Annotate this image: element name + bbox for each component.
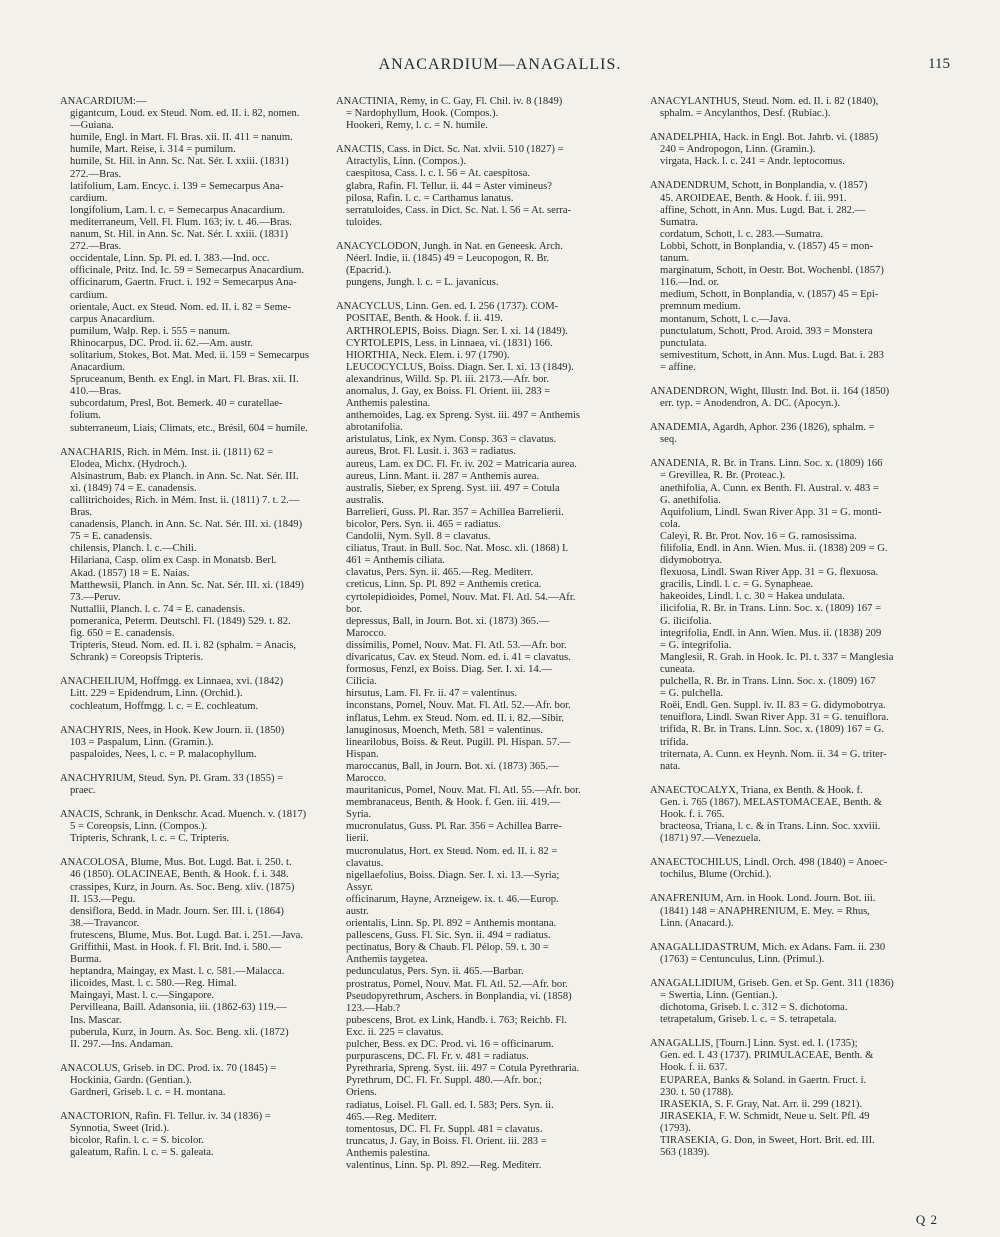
entry-line: Pyrethrum, DC. Fl. Fr. Suppl. 480.—Afr. bor.; [346,1075,542,1087]
entry-line: prostratus, Pomel, Nouv. Mat. Fl. Atl. 52.—Afr. bor. [346,978,568,990]
entry-line: ANADELPHIA, Hack. in Engl. Bot. Jahrb. vi. (1885) [650,132,879,144]
entry-line: cordatum, Schott, l. c. 283.—Sumatra. [660,228,823,240]
entry-line: subterraneum, Liais, Climats, etc., Brésil, 604 = humile. [70,422,308,434]
dictionary-entry [60,676,325,712]
entry-line: canadensis, Planch. in Ann. Sc. Nat. Sér. III. xi. (1849) [70,519,303,531]
dictionary-entry [336,144,638,229]
entry-line: 461 = Anthemis ciliata. [346,555,445,567]
entry-line: Ins. Mascar. [70,1014,122,1026]
entry-line: Pseudopyrethrum, Aschers. in Bonplandia, vi. (1858) [346,990,572,1002]
entry-line: occidentale, Linn. Sp. Pl. ed. I. 383.—Ind. occ. [70,253,270,265]
entry-line: 230. t. 50 (1788). [660,1086,734,1098]
entry-line: (Epacrid.). [346,265,392,277]
entry-line: tenuiflora, Lindl. Swan River App. 31 = G. tenuiflora. [660,712,889,724]
entry-line: Assyr. [346,881,373,893]
entry-line: maroccanus, Ball, in Journ. Bot. xi. (1873) 365.— [346,760,559,772]
entry-line: 103 = Paspalum, Linn. (Gramin.). [70,736,214,748]
entry-line: Hook. f. i. 765. [660,808,725,820]
entry-line: galeatum, Rafin. l. c. = S. galeata. [70,1147,214,1159]
entry-line: err. typ. = Anodendron, A. DC. (Apocyn.). [660,398,840,410]
entry-line: —Guiana. [70,120,114,132]
entry-line: Marocco. [346,627,387,639]
entry-line: CYRTOLEPIS, Less. in Linnaea, vi. (1831) 166. [346,337,553,349]
entry-line: Schrank) = Coreopsis Tripteris. [70,652,204,664]
entry-line: aureus, Brot. Fl. Lusit. i. 363 = radiatus. [346,446,516,458]
entry-line: Tripteris, Schrank, l. c. = C. Tripteris. [70,833,230,845]
entry-line: affine, Schott, in Ann. Mus. Lugd. Bat. i. 282.— [660,204,866,216]
entry-line: fig. 650 = E. canadensis. [70,628,175,640]
entry-line: (1871) 97.—Venezuela. [660,833,761,845]
entry-line: Akad. (1857) 18 = E. Naias. [70,567,190,579]
entry-line: ilicifolia, R. Br. in Trans. Linn. Soc. x. (1809) 167 = [660,603,882,615]
dictionary-entry [650,942,952,966]
entry-line: serratuloides, Cass. in Dict. Sc. Nat. l. 56 = At. serra- [346,204,572,216]
entry-line: II. 153.—Pegu. [70,893,136,905]
entry-line: xi. (1849) 74 = E. canadensis. [70,482,197,494]
entry-line: nigellaefolius, Boiss. Diagn. Ser. I. xi. 13.—Syria; [346,869,560,881]
entry-line: 75 = E. canadensis. [70,531,153,543]
entry-line: anomalus, J. Gay, ex Boiss. Fl. Orient. iii. 283 = [346,385,551,397]
entry-line: 410.—Bras. [70,386,122,398]
entry-line: Maingayi, Mast. l. c.—Singapore. [70,990,215,1002]
dictionary-entry [60,773,325,797]
entry-line: Cilicia. [346,676,377,688]
entry-line: (1763) = Centunculus, Linn. (Primul.). [660,953,825,965]
entry-line: bor. [346,603,363,615]
entry-line: subcordatum, Presl, Bot. Bemerk. 40 = curatellae- [70,398,283,410]
entry-line: depressus, Ball, in Journ. Bot. xi. (1873) 365.— [346,615,550,627]
dictionary-entry [650,978,952,1026]
entry-line: ANADENIA, R. Br. in Trans. Linn. Soc. x. (1809) 166 [650,458,883,470]
dictionary-entry [336,301,638,1172]
entry-line: pectinatus, Bory & Chaub. Fl. Pélop. 59. t. 30 = [346,942,549,954]
entry-line: humile, Engl. in Mart. Fl. Bras. xii. II. 411 = nanum. [70,132,293,144]
entry-line: truncatus, J. Gay, in Boiss. Fl. Orient. iii. 283 = [346,1135,547,1147]
entry-line: anethifolia, A. Cunn. ex Benth. Fl. Austral. v. 483 = [660,482,879,494]
dictionary-entry [650,180,952,374]
entry-line: alexandrinus, Willd. Sp. Pl. iii. 2173.—Afr. bor. [346,373,550,385]
entry-line: (1841) 148 = ANAPHRENIUM, E. Mey. = Rhus, [660,905,870,917]
entry-line: virgata, Hack. l. c. 241 = Andr. leptocomus. [660,156,845,168]
entry-line: Litt. 229 = Epidendrum, Linn. (Orchid.). [70,688,243,700]
entry-line: orientalis, Linn. Sp. Pl. 892 = Anthemis montana. [346,918,557,930]
entry-line: ANACHYRIS, Nees, in Hook. Kew Journ. ii. (1850) [60,724,285,736]
entry-line: = Swertia, Linn. (Gentian.). [660,990,778,1001]
entry-line: Gen. ed. I. 43 (1737). PRIMULACEAE, Benth. & [660,1050,874,1062]
entry-line: 240 = Andropogon, Linn. (Gramin.). [660,144,816,156]
dictionary-entry [650,857,952,881]
entry-line: pilosa, Rafin. l. c. = Carthamus lanatus. [346,192,514,204]
entry-line: Sumatra. [660,216,698,228]
entry-line: 5 = Coreopsis, Linn. (Compos.). [70,821,208,833]
entry-line: Alsinastrum, Bab. ex Planch. in Ann. Sc. Nat. Sér. III. [70,470,299,482]
entry-line: Barrelieri, Guss. Pl. Rar. 357 = Achillea Barrelierii. [346,506,564,518]
dictionary-entry [60,857,325,1051]
entry-line: integrifolia, Endl. in Ann. Wien. Mus. ii. (1838) 209 [660,627,882,639]
dictionary-entry [60,447,325,665]
entry-line: G. anethifolia. [660,494,721,506]
entry-line: Matthewsii, Planch. in Ann. Sc. Nat. Sér. III. xi. (1849) [70,579,304,591]
dictionary-entry [650,422,952,446]
entry-line: solitarium, Stokes, Bot. Mat. Med. ii. 159 = Semecarpus [70,349,310,361]
entry-line: 73.—Peruv. [70,591,121,603]
entry-line: tanum. [660,253,690,265]
entry-line: dissimilis, Pomel, Nouv. Mat. Fl. Atl. 53.—Afr. bor. [346,639,567,651]
entry-line: LEUCOCYCLUS, Boiss. Diagn. Ser. I. xi. 13 (1849). [346,361,574,373]
entry-line: punctulata. [660,337,707,349]
entry-line: Lobbi, Schott, in Bonplandia, v. (1857) 45 = mon- [660,240,874,252]
entry-line: frutescens, Blume, Mus. Bot. Lugd. Bat. i. 251.—Java. [70,929,304,941]
entry-line: = G. integrifolia. [660,639,732,651]
entry-line: Gen. i. 765 (1867). MELASTOMACEAE, Benth. & [660,796,882,808]
entry-line: valentinus, Linn. Sp. Pl. 892.—Reg. Mediterr. [346,1159,542,1171]
entry-line: bicolor, Rafin. l. c. = S. bicolor. [70,1135,204,1147]
entry-line: membranaceus, Benth. & Hook. f. Gen. iii. 419.— [346,797,561,809]
entry-line: bicolor, Pers. Syn. ii. 465 = radiatus. [346,519,501,530]
entry-line: formosus, Fenzl, ex Boiss. Diag. Ser. I. xi. 14.— [346,664,552,676]
entry-line: heptandra, Maingay, ex Mast. l. c. 581.—Malacca. [70,966,285,978]
entry-line: puberula, Kurz, in Journ. As. Soc. Beng. xli. (1872) [70,1026,289,1038]
entry-line: Syria. [346,809,372,821]
entry-line: ANACHYRIUM, Steud. Syn. Pl. Gram. 33 (1855) = [60,772,284,784]
entry-line: punctulatum, Schott, Prod. Aroid. 393 = Monstera [660,325,873,337]
entry-line: pungens, Jungh. l. c. = L. javanicus. [346,277,499,289]
page-number: 115 [928,56,950,72]
entry-line: 45. AROIDEAE, Benth. & Hook. f. iii. 991. [660,192,847,204]
running-title: ANACARDIUM—ANAGALLIS. [378,56,622,73]
entry-line: gigantcum, Loud. ex Steud. Nom. ed. II. i. 82, nomen. [70,108,300,120]
entry-line: dichotoma, Griseb. l. c. 312 = S. dichotoma. [660,1002,848,1014]
entry-line: Spruceanum, Benth. ex Engl. in Mart. Fl. Bras. xii. II. [70,374,299,386]
entry-line: carpus Anacardium. [70,313,155,325]
dictionary-entry [60,1063,325,1099]
entry-line: ANACTINIA, Remy, in C. Gay, Fl. Chil. iv. 8 (1849) [336,96,563,107]
entry-line: ANACYLANTHUS, Steud. Nom. ed. II. i. 82 (1840), [650,96,879,107]
entry-line: Hilariana, Casp. olim ex Casp. in Monatsb. Berl. [70,555,277,567]
entry-line: linearilobus, Boiss. & Reut. Pugill. Pl. Hispan. 57.— [346,736,571,748]
entry-line: sphalm. = Ancylanthos, Desf. (Rubiac.). [660,108,831,120]
entry-line: aureus, Lam. ex DC. Fl. Fr. iv. 202 = Matricaria aurea. [346,458,577,470]
entry-line: ARTHROLEPIS, Boiss. Diagn. Ser. I. xi. 14 (1849). [346,325,568,337]
entry-line: divaricatus, Cav. ex Steud. Nom. ed. i. 41 = clavatus. [346,652,571,664]
entry-line: Oriens. [346,1087,377,1099]
entry-line: callitrichoides, Rich. in Mém. Inst. ii. (1811) 7. t. 2.— [70,495,300,506]
entry-line: mucronulatus, Guss. Pl. Rar. 356 = Achillea Barre- [346,821,562,833]
entry-line: anthemoides, Lag. ex Spreng. Syst. iii. 497 = Anthemis [346,410,581,422]
entry-line: mediterraneum, Vell. Fl. Flum. 163; iv. t. 46.—Bras. [70,216,292,228]
entry-line: gracilis, Lindl. l. c. = G. Synapheae. [660,579,814,591]
entry-line: 563 (1839). [660,1147,710,1159]
entry-line: nata. [660,760,681,772]
entry-line: densiflora, Bedd. in Madr. Journ. Ser. III. i. (1864) [70,905,284,917]
entry-line: ANACIS, Schrank, in Denkschr. Acad. Muench. v. (1817) [60,809,307,821]
entry-line: ANAGALLIS, [Tourn.] Linn. Syst. ed. I. (1735); [650,1038,858,1050]
entry-line: Linn. (Anacard.). [660,917,734,929]
entry-line: G. ilicifolia. [660,615,712,627]
entry-line: Atractylis, Linn. (Compos.). [346,156,467,168]
entry-line: ANACTORION, Rafin. Fl. Tellur. iv. 34 (1836) = [60,1111,271,1123]
dictionary-entry [650,386,952,410]
entry-line: HIORTHIA, Neck. Elem. i. 97 (1790). [346,349,510,361]
entry-line: Exc. ii. 225 = clavatus. [346,1026,444,1038]
entry-line: ANADENDRON, Wight, Illustr. Ind. Bot. ii. 164 (1850) [650,385,890,397]
entry-line: Pervilleana, Baill. Adansonia, iii. (1862-63) 119.— [70,1002,287,1014]
entry-line: ilicoides, Mast. l. c. 580.—Reg. Himal. [70,978,237,990]
entry-line: Anthemis taygetea. [346,954,428,966]
entry-line: cuneata. [660,663,695,675]
entry-line: ANACTIS, Cass. in Dict. Sc. Nat. xlvii. 510 (1827) = [336,144,564,156]
entry-line: latifolium, Lam. Encyc. i. 139 = Semecarpus Ana- [70,180,284,192]
dictionary-entry [60,809,325,845]
dictionary-entry [650,458,952,772]
entry-line: filifolia, Endl. in Ann. Wien. Mus. ii. (1838) 209 = G. [660,543,888,554]
entry-line: medium, Schott, in Bonplandia, v. (1857) 45 = Epi- [660,289,879,301]
entry-line: aureus, Linn. Mant. ii. 287 = Anthemis aurea. [346,470,540,482]
entry-line: Néerl. Indie, ii. (1845) 49 = Leucopogon, R. Br. [346,253,550,265]
entry-line: montanum, Schott, l. c.—Java. [660,313,791,325]
dictionary-entry [650,893,952,929]
entry-line: Aquifolium, Lindl. Swan River App. 31 = G. monti- [660,506,882,518]
entry-line: = affine. [660,361,696,373]
entry-line: lanuginosus, Moench, Meth. 581 = valentinus. [346,724,543,736]
entry-line: = Nardophyllum, Hook. (Compos.). [346,108,499,120]
entry-line: cola. [660,518,681,530]
entry-line: POSITAE, Benth. & Hook. f. ii. 419. [346,313,503,325]
entry-line: ANADENDRUM, Schott, in Bonplandia, v. (1857) [650,180,868,192]
entry-line: marginatum, Schott, in Oestr. Bot. Wochenbl. (1857) [660,265,884,277]
entry-line: inconstans, Pomel, Nouv. Mat. Fl. Atl. 52.—Afr. bor. [346,700,571,712]
entry-line: tetrapetalum, Griseb. l. c. = S. tetrapetala. [660,1014,837,1026]
column-3 [650,96,952,1171]
entry-line: seq. [660,434,677,446]
entry-line: mucronulatus, Hort. ex Steud. Nom. ed. II. i. 82 = [346,845,558,857]
entry-line: Anthemis palestina. [346,398,431,410]
entry-line: ANACOLOSA, Blume, Mus. Bot. Lugd. Bat. i. 250. t. [60,857,292,869]
entry-line: radiatus, Loisel. Fl. Gall. ed. I. 583; Pers. Syn. ii. [346,1099,554,1111]
entry-line: 272.—Bras. [70,168,122,180]
entry-line: pulcher, Bess. ex DC. Prod. vi. 16 = officinarum. [346,1039,554,1051]
entry-line: austr. [346,906,369,917]
entry-line: 38.—Travancor. [70,917,140,929]
dictionary-entry [336,241,638,289]
entry-line: IRASEKIA, S. F. Gray, Nat. Arr. ii. 299 (1821). [660,1098,863,1110]
entry-line: ANACYCLODON, Jungh. in Nat. en Geneesk. Arch. [336,240,563,252]
entry-line: flexuosa, Lindl. Swan River App. 31 = G. flexuosa. [660,567,879,579]
entry-line: Hockinia, Gardn. (Gentian.). [70,1074,192,1086]
entry-line: Hispan. [346,748,379,760]
entry-line: officinarum, Hayne, Arzneigew. ix. t. 46.—Europ. [346,893,559,905]
entry-line: tochilus, Blume (Orchid.). [660,869,772,881]
entry-line: cochleatum, Hoffmgg. l. c. = E. cochleatum. [70,700,259,712]
entry-line: pulchella, R. Br. in Trans. Linn. Soc. x. (1809) 167 [660,676,876,688]
entry-line: Caleyi, R. Br. Prot. Nov. 16 = G. ramosissima. [660,530,857,542]
entry-line: ANACOLUS, Griseb. in DC. Prod. ix. 70 (1845) = [60,1062,277,1074]
entry-line: folium. [70,410,101,422]
entry-line: australis, Sieber, ex Spreng. Syst. iii. 497 = Cotula [346,482,560,494]
entry-line: trifida, R. Br. in Trans. Linn. Soc. x. (1809) 167 = G. [660,724,885,736]
entry-line: semivestitum, Schott, in Ann. Mus. Lugd. Bat. i. 283 [660,349,884,361]
entry-line: paspaloides, Nees, l. c. = P. malacophyllum. [70,748,257,760]
entry-line: Hookeri, Remy, l. c. = N. humile. [346,120,488,132]
entry-line: bracteosa, Triana, l. c. & in Trans. Linn. Soc. xxviii. [660,821,881,833]
entry-line: lierii. [346,833,369,845]
entry-line: (1793). [660,1122,691,1134]
entry-line: Marocco. [346,772,387,784]
column-2 [336,96,638,1184]
entry-line: ANAGALLIDASTRUM, Mich. ex Adans. Fam. ii. 230 [650,941,886,953]
entry-line: tuloides. [346,216,383,228]
entry-line: Nuttallii, Planch. l. c. 74 = E. canadensis. [70,603,246,615]
entry-line: cyrtolepidioides, Pomel, Nouv. Mat. Fl. Atl. 54.—Afr. [346,591,576,603]
entry-line: ANACYCLUS, Linn. Gen. ed. I. 256 (1737). COM- [336,301,559,313]
entry-line: Anacardium. [70,362,126,374]
signature-mark: Q 2 [915,1212,938,1227]
entry-line: Roëi, Endl. Gen. Suppl. iv. II. 83 = G. didymobotrya. [660,700,886,712]
dictionary-entry [336,96,638,132]
entry-line: orientale, Auct. ex Steud. Nom. ed. II. i. 82 = Seme- [70,301,292,313]
dictionary-entry [60,1111,325,1159]
entry-line: premnum medium. [660,301,741,313]
entry-line: II. 297.—Ins. Andaman. [70,1038,173,1050]
entry-line: Anthemis palestina. [346,1147,431,1159]
entry-line: cardium. [70,289,108,301]
entry-line: pumilum, Walp. Rep. i. 555 = nanum. [70,325,230,337]
entry-line: pallescens, Guss. Fl. Sic. Syn. ii. 494 = radiatus. [346,930,551,942]
entry-line: 46 (1850). OLACINEAE, Benth. & Hook. f. i. 348. [70,869,289,881]
entry-line: pubescens, Brot. ex Link, Handb. i. 763; Reichb. Fl. [346,1014,567,1026]
dictionary-entry [650,132,952,168]
entry-line: aristulatus, Link, ex Nym. Consp. 363 = clavatus. [346,434,557,446]
entry-line: glabra, Rafin. Fl. Tellur. ii. 44 = Aster vimineus? [346,180,552,192]
entry-line: nanum, St. Hil. in Ann. Sc. Nat. Sér. I. xxiii. (1831) [70,229,289,241]
entry-line: Pyrethraria, Spreng. Syst. iii. 497 = Cotula Pyrethraria. [346,1063,580,1075]
entry-line: TIRASEKIA, G. Don, in Sweet, Hort. Brit. ed. III. [660,1135,875,1147]
entry-line: Manglesii, R. Grah. in Hook. Ic. Pl. t. 337 = Manglesia [660,651,894,663]
entry-line: clavatus, Pers. Syn. ii. 465.—Reg. Mediterr. [346,567,534,579]
dictionary-entry [60,725,325,761]
entry-line: 272.—Bras. [70,241,122,253]
entry-line: caespitosa, Cass. l. c. l. 56 = At. caespitosa. [346,168,530,180]
entry-line: Synnotia, Sweet (Irid.). [70,1123,170,1135]
entry-line: ANACHARIS, Rich. in Mém. Inst. ii. (1811) 62 = [60,446,274,458]
dictionary-entry [60,96,325,435]
entry-line: 123.—Hab.? [346,1002,401,1014]
entry-line: crassipes, Kurz, in Journ. As. Soc. Beng. xliv. (1875) [70,881,295,893]
entry-line: Griffithii, Mast. in Hook. f. Fl. Brit. Ind. i. 580.— [70,942,282,953]
entry-line: Tripteris, Steud. Nom. ed. II. i. 82 (sphalm. = Anacis, [70,640,296,652]
entry-line: tomentosus, DC. Fl. Fr. Suppl. 481 = clavatus. [346,1123,543,1135]
entry-line: creticus, Linn. Sp. Pl. 892 = Anthemis cretica. [346,579,542,591]
entry-line: officinarum, Gaertn. Fruct. i. 192 = Semecarpus Ana- [70,277,297,289]
entry-line: ANADEMIA, Agardh, Aphor. 236 (1826), sphalm. = [650,422,875,434]
entry-line: trifida. [660,736,689,748]
entry-line: inflatus, Lehm. ex Steud. Nom. ed. II. i. 82.—Sibir. [346,712,565,724]
entry-line: = G. pulchella. [660,688,724,700]
entry-line: hirsutus, Lam. Fl. Fr. ii. 47 = valentinus. [346,688,518,700]
entry-line: hakeoides, Lindl. l. c. 30 = Hakea undulata. [660,591,845,603]
entry-line: Burma. [70,954,102,966]
entry-line: humile, Mart. Reise, i. 314 = pumilum. [70,144,236,156]
running-header [0,56,1000,80]
entry-line: abrotanifolia. [346,422,403,434]
entry-line: EUPAREA, Banks & Soland. in Gaertn. Fruct. i. [660,1074,867,1086]
entry-line: ANAECTOCALYX, Triana, ex Benth. & Hook. f. [650,784,863,796]
entry-line: 116.—Ind. or. [660,277,720,289]
entry-line: ANAGALLIDIUM, Griseb. Gen. et Sp. Gent. 311 (1836) [650,977,894,989]
entry-line: australis. [346,494,384,506]
entry-line: cardium. [70,192,108,204]
dictionary-entry [650,1038,952,1159]
entry-line: clavatus. [346,857,384,869]
entry-line: pedunculatus, Pers. Syn. ii. 465.—Barbar. [346,966,524,978]
column-1 [60,96,325,1172]
entry-line: Bras. [70,507,93,519]
entry-line: praec. [70,784,96,796]
entry-line: Rhinocarpus, DC. Prod. ii. 62.—Am. austr. [70,337,254,349]
entry-line: ANACARDIUM:— [60,96,147,107]
entry-line: ciliatus, Traut. in Bull. Soc. Nat. Mosc. xli. (1868) I. [346,543,569,555]
entry-line: Candolii, Nym. Syll. 8 = clavatus. [346,531,491,543]
dictionary-entry [650,785,952,845]
entry-line: JIRASEKIA, F. W. Schmidt, Neue u. Selt. Pfl. 49 [660,1110,870,1122]
entry-line: pomeranica, Peterm. Deutschl. Fl. (1849) 529. t. 82. [70,615,291,627]
entry-line: triternata, A. Cunn. ex Heynh. Nom. ii. 34 = G. triter- [660,748,887,760]
entry-line: chilensis, Planch. l. c.—Chili. [70,543,197,555]
entry-line: officinale, Pritz. Ind. Ic. 59 = Semecarpus Anacardium. [70,265,305,277]
entry-line: 465.—Reg. Mediterr. [346,1111,437,1123]
entry-line: Elodea, Michx. (Hydroch.). [70,458,188,470]
entry-line: mauritanicus, Pomel, Nouv. Mat. Fl. Atl. 55.—Afr. bor. [346,785,581,797]
entry-line: humile, St. Hil. in Ann. Sc. Nat. Sér. I. xxiii. (1831) [70,156,289,168]
entry-line: purpurascens, DC. Fl. Fr. v. 481 = radiatus. [346,1051,529,1063]
entry-line: ANAFRENIUM, Arn. in Hook. Lond. Journ. Bot. iii. [650,893,876,905]
dictionary-entry [650,96,952,120]
entry-line: ANACHEILIUM, Hoffmgg. ex Linnaea, xvi. (1842) [60,676,284,688]
entry-line: longifolium, Lam. l. c. = Semecarpus Anacardium. [70,204,286,216]
entry-line: Gardneri, Griseb. l. c. = H. montana. [70,1087,226,1099]
entry-line: Hook. f. ii. 637. [660,1062,728,1074]
entry-line: = Grevillea, R. Br. (Proteac.). [660,470,786,482]
entry-line: ANAECTOCHILUS, Lindl. Orch. 498 (1840) = Anoec- [650,857,888,869]
entry-line: didymobotrya. [660,555,723,567]
